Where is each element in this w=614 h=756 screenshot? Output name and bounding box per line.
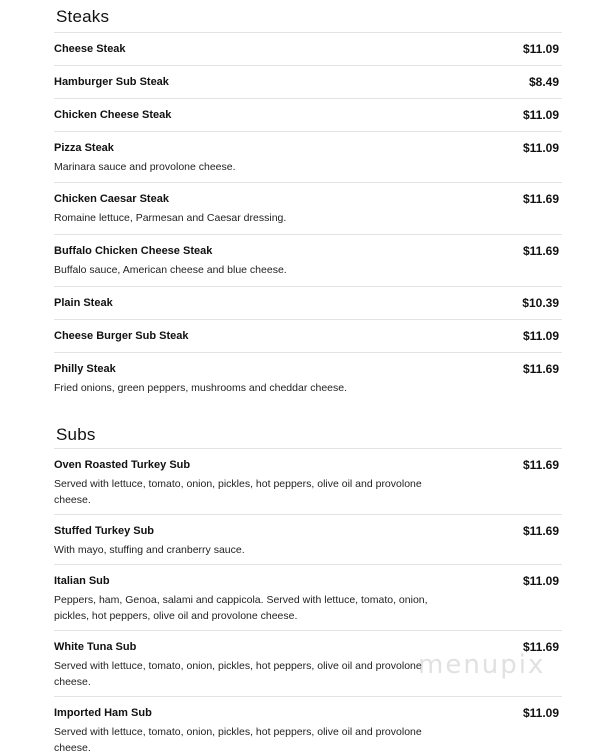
menu-item <box>54 286 562 319</box>
item-name: Imported Ham Sub <box>54 707 152 719</box>
menu-item <box>54 514 562 564</box>
item-price: $11.69 <box>522 244 559 258</box>
item-name: Chicken Cheese Steak <box>54 109 172 121</box>
item-price: $11.09 <box>522 108 559 122</box>
menu-item <box>54 352 562 405</box>
item-name: Philly Steak <box>54 363 116 375</box>
item-price: $11.09 <box>522 329 559 343</box>
item-name: Cheese Burger Sub Steak <box>54 330 189 342</box>
menu-item <box>54 564 562 630</box>
item-price: $11.09 <box>522 42 559 56</box>
item-description: Served with lettuce, tomato, onion, pickles, hot peppers, olive oil and provolone cheese. <box>54 660 422 688</box>
menu-item <box>54 32 562 65</box>
menu-item <box>54 65 562 98</box>
item-name: White Tuna Sub <box>54 641 137 653</box>
menu-item <box>54 131 562 182</box>
item-name: Stuffed Turkey Sub <box>54 525 155 537</box>
item-name: Plain Steak <box>54 297 113 309</box>
menu-item <box>54 182 562 234</box>
section-title-steaks: Steaks <box>56 7 110 26</box>
menu-item <box>54 448 562 514</box>
item-description: Marinara sauce and provolone cheese. <box>54 161 236 173</box>
menu-item <box>54 98 562 131</box>
item-price: $11.09 <box>522 706 559 720</box>
item-price: $11.09 <box>522 574 559 588</box>
item-price: $11.69 <box>522 362 559 376</box>
watermark-logo: menupix <box>418 650 546 680</box>
item-name: Cheese Steak <box>54 43 126 55</box>
item-description: Peppers, ham, Genoa, salami and cappicola. Served with lettuce, tomato, onion, pickles, hot peppers, olive oil and provolone cheese. <box>54 594 428 622</box>
item-name: Pizza Steak <box>54 142 114 154</box>
menu-item <box>54 234 562 286</box>
item-description: Buffalo sauce, American cheese and blue cheese. <box>54 264 287 276</box>
item-price: $11.69 <box>522 192 559 206</box>
item-price: $11.69 <box>522 458 559 472</box>
item-price: $10.39 <box>522 296 559 310</box>
menu-item <box>54 630 562 696</box>
item-name: Chicken Caesar Steak <box>54 193 169 205</box>
item-description: With mayo, stuffing and cranberry sauce. <box>54 544 245 556</box>
item-name: Italian Sub <box>54 575 110 587</box>
item-price: $11.69 <box>522 524 559 538</box>
item-name: Buffalo Chicken Cheese Steak <box>54 245 213 257</box>
menu-item <box>54 696 562 756</box>
menu-item <box>54 319 562 352</box>
item-description: Served with lettuce, tomato, onion, pickles, hot peppers, olive oil and provolone cheese. <box>54 726 422 754</box>
item-name: Hamburger Sub Steak <box>54 76 169 88</box>
item-price: $11.09 <box>522 141 559 155</box>
item-name: Oven Roasted Turkey Sub <box>54 459 191 471</box>
item-price: $8.49 <box>528 75 559 89</box>
menu <box>54 0 562 756</box>
item-price: $11.69 <box>522 640 559 654</box>
item-description: Served with lettuce, tomato, onion, pickles, hot peppers, olive oil and provolone cheese. <box>54 478 422 506</box>
item-description: Fried onions, green peppers, mushrooms and cheddar cheese. <box>54 382 348 394</box>
section-title-subs: Subs <box>56 425 96 444</box>
item-description: Romaine lettuce, Parmesan and Caesar dressing. <box>54 212 287 224</box>
